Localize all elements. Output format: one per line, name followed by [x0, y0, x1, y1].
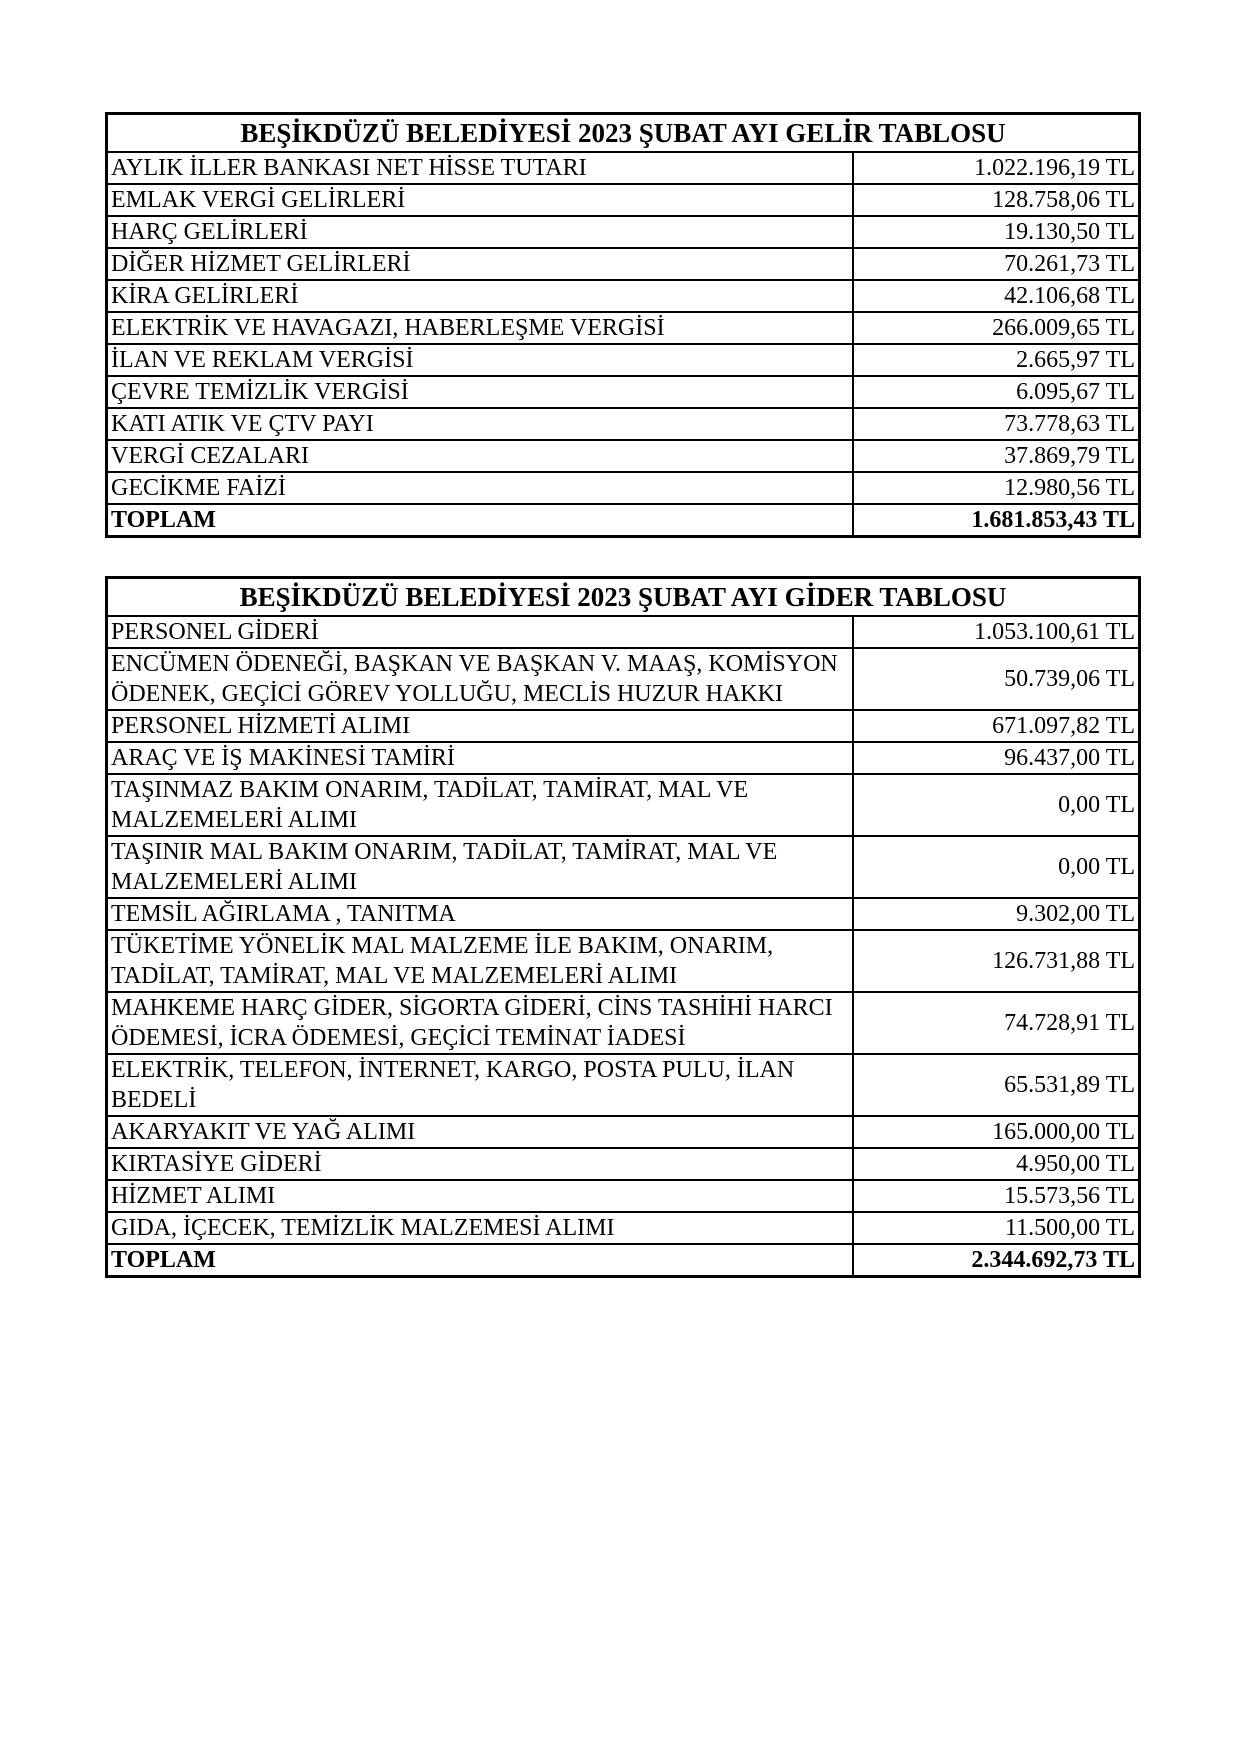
income-table-body: [107, 152, 1140, 537]
expense-table-title: BEŞİKDÜZÜ BELEDİYESİ 2023 ŞUBAT AYI GİDER TABLOSU: [107, 578, 1140, 617]
row-label: ÇEVRE TEMİZLİK VERGİSİ: [107, 376, 853, 408]
row-amount: 2.665,97 TL: [853, 344, 1140, 376]
row-label: ARAÇ VE İŞ MAKİNESİ TAMİRİ: [107, 742, 853, 774]
income-table-title: BEŞİKDÜZÜ BELEDİYESİ 2023 ŞUBAT AYI GELİR TABLOSU: [107, 114, 1140, 153]
row-amount: 128.758,06 TL: [853, 184, 1140, 216]
row-amount: 73.778,63 TL: [853, 408, 1140, 440]
row-amount: 126.731,88 TL: [853, 930, 1140, 992]
row-label: TEMSİL AĞIRLAMA , TANITMA: [107, 898, 853, 930]
table-row: [107, 648, 1140, 710]
row-amount: 70.261,73 TL: [853, 248, 1140, 280]
row-label: KATI ATIK VE ÇTV PAYI: [107, 408, 853, 440]
row-label: VERGİ CEZALARI: [107, 440, 853, 472]
row-amount: 96.437,00 TL: [853, 742, 1140, 774]
table-row: [107, 1054, 1140, 1116]
table-row: [107, 992, 1140, 1054]
row-label: EMLAK VERGİ GELİRLERİ: [107, 184, 853, 216]
table-row: [107, 152, 1140, 184]
row-amount: 1.022.196,19 TL: [853, 152, 1140, 184]
row-label: ENCÜMEN ÖDENEĞİ, BAŞKAN VE BAŞKAN V. MAAŞ, KOMİSYON ÖDENEK, GEÇİCİ GÖREV YOLLUĞU, MECLİS HUZUR HAKKI: [107, 648, 853, 710]
row-amount: 15.573,56 TL: [853, 1180, 1140, 1212]
table-row: [107, 898, 1140, 930]
row-label: KIRTASİYE GİDERİ: [107, 1148, 853, 1180]
table-row: [107, 472, 1140, 504]
row-label: ELEKTRİK, TELEFON, İNTERNET, KARGO, POSTA PULU, İLAN BEDELİ: [107, 1054, 853, 1116]
row-label: TAŞINMAZ BAKIM ONARIM, TADİLAT, TAMİRAT, MAL VE MALZEMELERİ ALIMI: [107, 774, 853, 836]
table-row: [107, 280, 1140, 312]
total-row: [107, 1244, 1140, 1277]
row-amount: 9.302,00 TL: [853, 898, 1140, 930]
table-row: [107, 184, 1140, 216]
table-row: [107, 1212, 1140, 1244]
table-row: [107, 216, 1140, 248]
row-label: PERSONEL GİDERİ: [107, 616, 853, 648]
row-amount: 37.869,79 TL: [853, 440, 1140, 472]
table-row: [107, 248, 1140, 280]
row-label: TÜKETİME YÖNELİK MAL MALZEME İLE BAKIM, ONARIM, TADİLAT, TAMİRAT, MAL VE MALZEMELERİ ALIMI: [107, 930, 853, 992]
row-amount: 11.500,00 TL: [853, 1212, 1140, 1244]
table-row: [107, 1180, 1140, 1212]
table-row: [107, 1116, 1140, 1148]
total-amount: 2.344.692,73 TL: [853, 1244, 1140, 1277]
row-label: TAŞINIR MAL BAKIM ONARIM, TADİLAT, TAMİRAT, MAL VE MALZEMELERİ ALIMI: [107, 836, 853, 898]
row-amount: 671.097,82 TL: [853, 710, 1140, 742]
row-amount: 74.728,91 TL: [853, 992, 1140, 1054]
table-row: [107, 742, 1140, 774]
row-label: AYLIK İLLER BANKASI NET HİSSE TUTARI: [107, 152, 853, 184]
total-label: TOPLAM: [107, 504, 853, 537]
row-amount: 12.980,56 TL: [853, 472, 1140, 504]
row-label: GIDA, İÇECEK, TEMİZLİK MALZEMESİ ALIMI: [107, 1212, 853, 1244]
row-amount: 165.000,00 TL: [853, 1116, 1140, 1148]
expense-table-header: [107, 578, 1140, 617]
row-label: İLAN VE REKLAM VERGİSİ: [107, 344, 853, 376]
row-amount: 0,00 TL: [853, 836, 1140, 898]
table-row: [107, 1148, 1140, 1180]
row-amount: 42.106,68 TL: [853, 280, 1140, 312]
row-label: ELEKTRİK VE HAVAGAZI, HABERLEŞME VERGİSİ: [107, 312, 853, 344]
row-amount: 6.095,67 TL: [853, 376, 1140, 408]
income-table: [105, 112, 1141, 538]
table-row: [107, 836, 1140, 898]
table-row: [107, 616, 1140, 648]
row-amount: 1.053.100,61 TL: [853, 616, 1140, 648]
table-row: [107, 440, 1140, 472]
expense-table: [105, 576, 1141, 1278]
table-row: [107, 376, 1140, 408]
row-label: GECİKME FAİZİ: [107, 472, 853, 504]
row-label: KİRA GELİRLERİ: [107, 280, 853, 312]
table-row: [107, 930, 1140, 992]
total-row: [107, 504, 1140, 537]
row-amount: 266.009,65 TL: [853, 312, 1140, 344]
row-label: MAHKEME HARÇ GİDER, SİGORTA GİDERİ, CİNS TASHİHİ HARCI ÖDEMESİ, İCRA ÖDEMESİ, GEÇİCİ TEMİNAT İADESİ: [107, 992, 853, 1054]
total-label: TOPLAM: [107, 1244, 853, 1277]
row-label: AKARYAKIT VE YAĞ ALIMI: [107, 1116, 853, 1148]
expense-table-body: [107, 616, 1140, 1277]
row-amount: 19.130,50 TL: [853, 216, 1140, 248]
row-label: PERSONEL HİZMETİ ALIMI: [107, 710, 853, 742]
table-row: [107, 710, 1140, 742]
row-amount: 50.739,06 TL: [853, 648, 1140, 710]
total-amount: 1.681.853,43 TL: [853, 504, 1140, 537]
table-row: [107, 312, 1140, 344]
row-label: DİĞER HİZMET GELİRLERİ: [107, 248, 853, 280]
row-amount: 4.950,00 TL: [853, 1148, 1140, 1180]
table-row: [107, 344, 1140, 376]
income-table-header: [107, 114, 1140, 153]
table-row: [107, 408, 1140, 440]
row-amount: 0,00 TL: [853, 774, 1140, 836]
table-row: [107, 774, 1140, 836]
row-amount: 65.531,89 TL: [853, 1054, 1140, 1116]
row-label: HİZMET ALIMI: [107, 1180, 853, 1212]
row-label: HARÇ GELİRLERİ: [107, 216, 853, 248]
